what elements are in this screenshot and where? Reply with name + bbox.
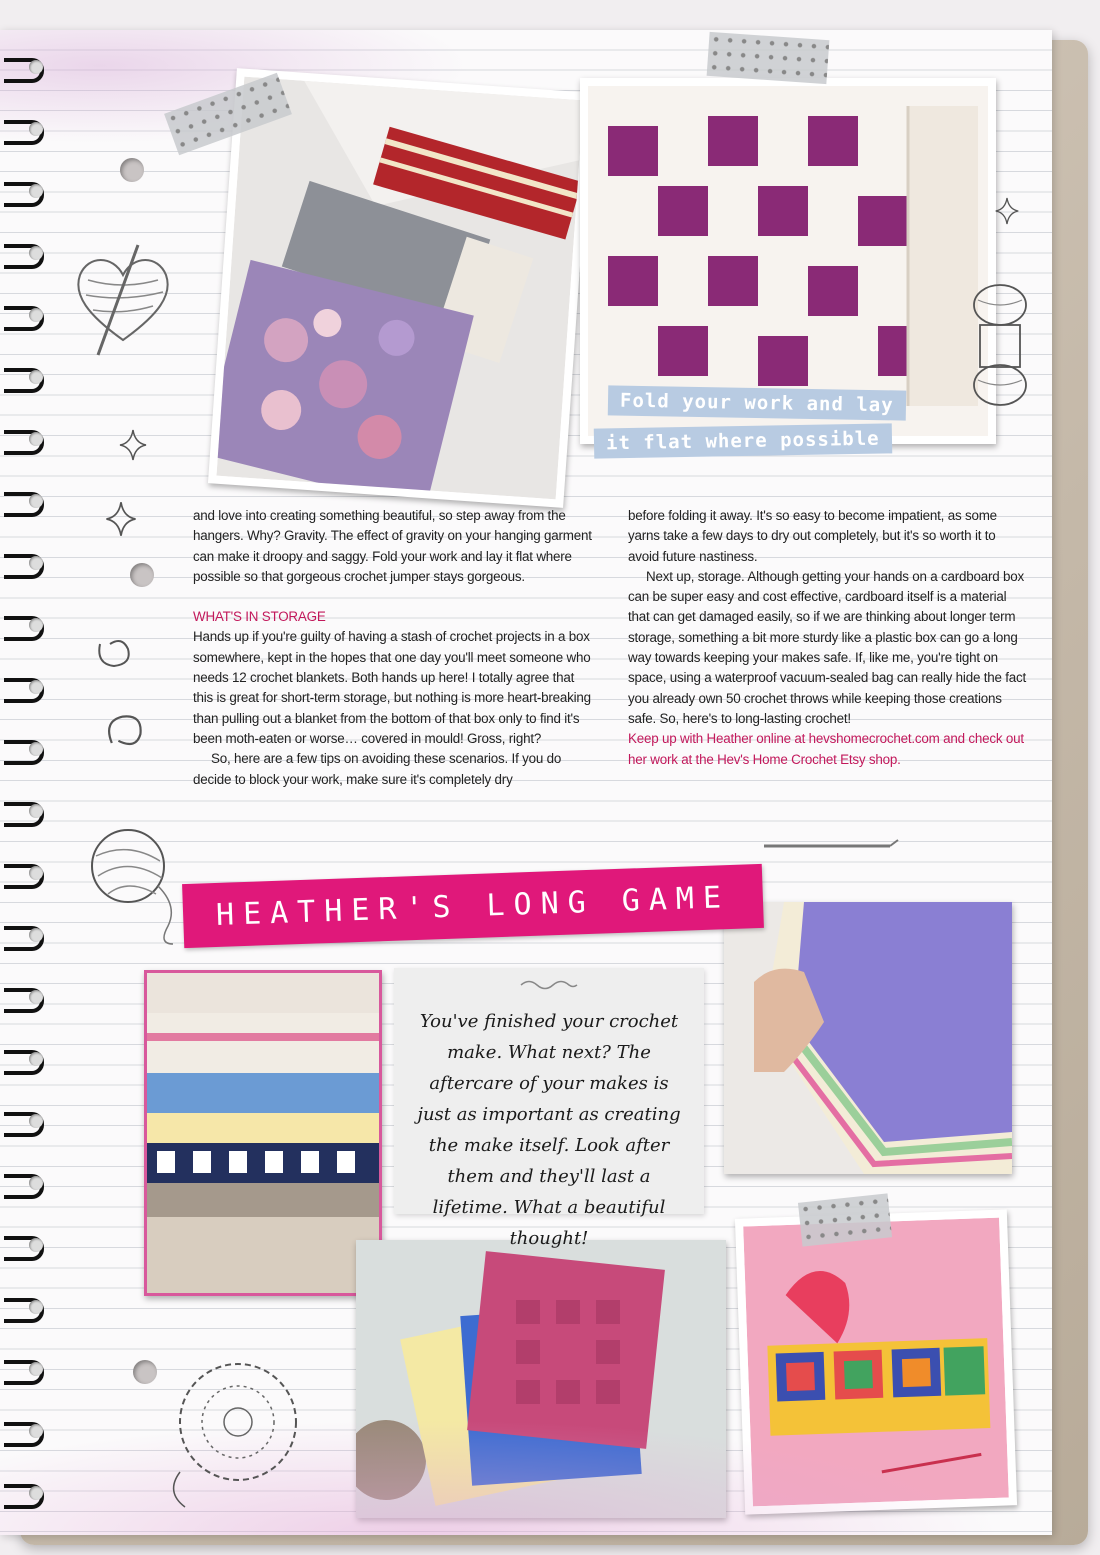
binding-hole bbox=[29, 1238, 43, 1252]
binding-hole bbox=[29, 1052, 43, 1066]
washi-tape bbox=[707, 32, 830, 84]
contact-info: Keep up with Heather online at hevshomecrochet.com and check out her work at the Hev's Home Crochet Etsy shop. bbox=[628, 731, 1024, 767]
binding-hole bbox=[29, 556, 43, 570]
spiral-binding bbox=[0, 48, 50, 1538]
sparkle-icon bbox=[994, 196, 1020, 226]
article-column-right bbox=[628, 506, 1028, 770]
binding-hole bbox=[29, 432, 43, 446]
section-banner bbox=[182, 864, 764, 948]
quote-text: You've finished your crochet make. What next? The aftercare of your makes is just as important as creating the make itself. Look after them and they'll last a lifetime. What a beautiful thought! bbox=[417, 1011, 681, 1249]
stitch-marker-icon bbox=[92, 634, 136, 674]
binding-hole bbox=[29, 618, 43, 632]
body-paragraph: before folding it away. It's so easy to become impatient, as some yarns take a few days to dry out completely, but it's so worth it to avoid future nastiness. bbox=[628, 508, 997, 564]
binding-hole bbox=[29, 60, 43, 74]
punch-hole bbox=[120, 158, 144, 182]
binding-hole bbox=[29, 246, 43, 260]
binding-hole bbox=[29, 1176, 43, 1190]
binding-hole bbox=[29, 928, 43, 942]
binding-hole bbox=[29, 370, 43, 384]
quote-card bbox=[394, 968, 704, 1249]
banner-title: HEATHER'S LONG GAME bbox=[215, 879, 731, 933]
binding-hole bbox=[29, 1424, 43, 1438]
binding-hole bbox=[29, 308, 43, 322]
binding-hole bbox=[29, 184, 43, 198]
stitch-marker-icon bbox=[100, 710, 150, 754]
yarn-heart-doodle bbox=[68, 240, 178, 360]
yarn-ball-doodle bbox=[78, 816, 188, 946]
sparkle-icon bbox=[104, 500, 138, 538]
crochet-basket-photo bbox=[735, 1209, 1017, 1514]
article-column-left bbox=[193, 506, 595, 790]
notebook-page bbox=[0, 30, 1052, 1535]
binding-hole bbox=[29, 990, 43, 1004]
body-paragraph: So, here are a few tips on avoiding these scenarios. If you do decide to block your work, make sure it's completely dry bbox=[193, 751, 562, 787]
body-paragraph: and love into creating something beautiful, so step away from the hangers. Why? Gravity. The effect of gravity on your hanging garment can make it droopy and saggy. Fold your work and lay it flat where possible so that gorgeous crochet jumper stays gorgeous. bbox=[193, 508, 592, 584]
binding-hole bbox=[29, 1114, 43, 1128]
squiggle-divider-icon bbox=[519, 978, 579, 992]
punch-hole bbox=[130, 563, 154, 587]
punch-hole bbox=[133, 1360, 157, 1384]
binding-hole bbox=[29, 1362, 43, 1376]
crochet-hook-doodle bbox=[760, 834, 900, 856]
binding-hole bbox=[29, 122, 43, 136]
binding-hole bbox=[29, 804, 43, 818]
fold-caption-line-2: it flat where possible bbox=[594, 423, 892, 458]
body-paragraph: Next up, storage. Although getting your hands on a cardboard box can be super easy and cost effective, cardboard itself is a material that can get damaged easily, so if we are thinking about longer term storage, something a bit more sturdy like a plastic box can go a long way towards keeping your makes safe. If, like me, you're tight on space, using a waterproof vacuum-sealed bag can really hide the fact you already own 50 crochet throws while keeping those creations safe. So, here's to long-lasting crochet! bbox=[628, 568, 1027, 726]
binding-hole bbox=[29, 494, 43, 508]
binding-hole bbox=[29, 1486, 43, 1500]
binding-hole bbox=[29, 866, 43, 880]
folded-blankets-photo bbox=[208, 68, 592, 508]
washi-tape bbox=[798, 1193, 892, 1246]
yarn-skein-doodle bbox=[968, 280, 1032, 410]
sparkle-icon bbox=[118, 428, 148, 462]
crochet-chart-doodle bbox=[160, 1352, 310, 1512]
stacked-blankets-photo bbox=[144, 970, 382, 1296]
binding-hole bbox=[29, 742, 43, 756]
granny-squares-photo bbox=[356, 1240, 726, 1518]
section-heading: WHAT'S IN STORAGE bbox=[193, 609, 326, 625]
fold-caption-line-1: Fold your work and lay bbox=[608, 385, 906, 420]
binding-hole bbox=[29, 680, 43, 694]
body-paragraph: Hands up if you're guilty of having a stash of crochet projects in a box somewhere, kept in the hopes that one day you'll meet someone who needs 12 crochet blankets. Both hands up here! I totally agree that this is great for short-term storage, but nothing is more heart-breaking than pulling out a blanket from the bottom of that box only to find it's been moth-eaten or worse… covered in mould! Gross, right? bbox=[193, 629, 591, 746]
purple-blanket-photo bbox=[724, 902, 1012, 1174]
binding-hole bbox=[29, 1300, 43, 1314]
